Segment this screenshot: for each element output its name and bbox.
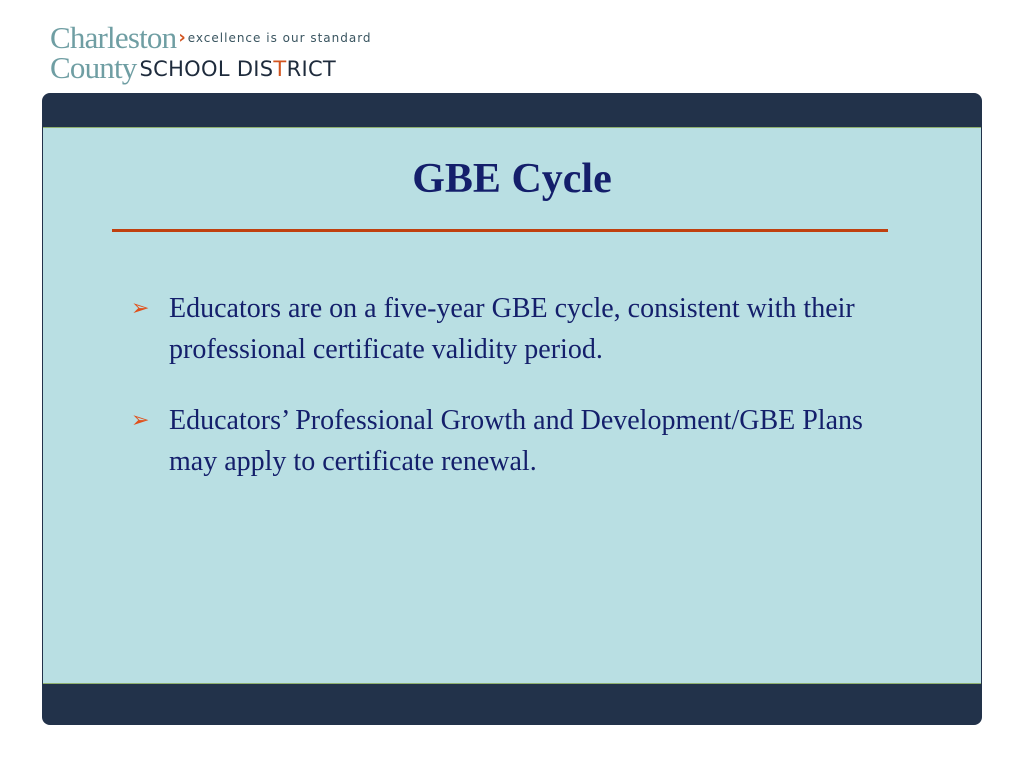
logo-word-county: County [50, 50, 137, 85]
logo-district-part2: RICT [286, 57, 337, 81]
arrow-bullet-icon: ➢ [131, 296, 150, 321]
logo-school-district [140, 52, 337, 86]
slide-frame [42, 93, 982, 725]
slide-title: GBE Cycle [412, 156, 612, 202]
logo-district-accent: T [273, 57, 287, 81]
bullet-text: Educators’ Professional Growth and Development/GBE Plans may apply to certificate renewal. [169, 405, 863, 477]
chevron-right-icon: › [178, 27, 186, 48]
district-logo [50, 22, 430, 86]
bullet-list [131, 288, 891, 512]
logo-word-charleston: Charleston [50, 20, 177, 55]
list-item [131, 400, 891, 482]
list-item [131, 288, 891, 370]
bullet-text: Educators are on a five-year GBE cycle, consistent with their professional certificate validity period. [169, 293, 855, 365]
logo-line-bottom [50, 52, 336, 84]
arrow-bullet-icon: ➢ [131, 408, 150, 433]
logo-tagline: excellence is our standard [187, 31, 372, 45]
slide-body [43, 127, 981, 684]
title-divider [112, 229, 888, 232]
logo-district-part1: SCHOOL DIS [139, 57, 274, 81]
